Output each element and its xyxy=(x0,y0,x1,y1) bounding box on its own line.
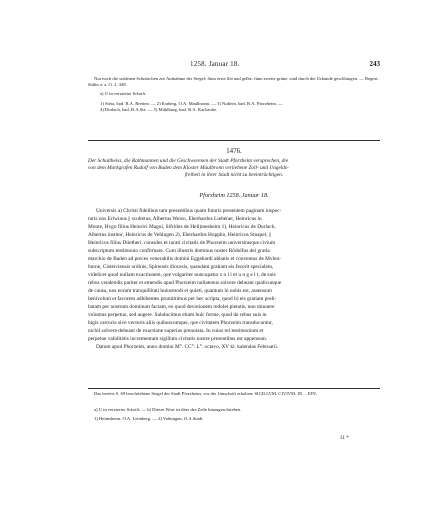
text-line: Datum apud Phorzeim, anno domini M°. CC°. L°. octavo, XV kl. kalendas Februarii. xyxy=(96,344,279,350)
seal-description: Das bereits S. 69 beschriebene Siegel der Stadt Pforzheim; vor der Umschrift erhalten: SIGILLVM. CIVIVM. IN . . EIN. xyxy=(94,391,317,396)
footnote-place-1: 1) Steia, bad. B.A. Bretten. — 2) Eraberg, O.A. Maulbronn. — 3) Nußern, bad. B.A. Pforzheim. — xyxy=(100,100,283,106)
text-line: de causa, nos eorum tranquillitati huiusmodi et quieti, quantum in nobis est, assensum xyxy=(88,288,272,294)
regest-line: Der Schultheiss, die Rathmannen und die Geschworenen der Stadt Pforzheim versprechen, die xyxy=(88,158,289,164)
text-line: perpetue validitatis incrementum sigillum civitatis nostre presentibus est appensum. xyxy=(88,336,268,342)
header-date: 1258. Januar 18. xyxy=(190,60,240,68)
place-date: Pforzheim 1258. Januar 18. xyxy=(199,192,269,199)
section-divider xyxy=(88,140,380,141)
text-line: turis nos Erlwinus || scultetus, Albertus Weiso, Eberhardus Liebener, Heinricus in xyxy=(88,216,262,222)
footnote-place-4: 4) Durlach, bad. B.A.Stz. — 5) Mühlburg, bad. B.A. Karlsruhe. xyxy=(100,106,218,112)
text-line: rebus vendendis pariter et emendis apud Phorzeim nullatenus solvere debeant qualicunque xyxy=(88,280,282,286)
footnotes xyxy=(88,407,380,422)
text-line: Universis a) Christi fidelibus tam presentibus quam futuris presentem paginam inspec- xyxy=(96,208,282,214)
text-line: benivolum et favorem adhibentes promittimus per hec scripta, quod b) eis gratiam preli- xyxy=(88,296,277,302)
text-line: volumus perpetuo, sed augere. Subducimus etiam huic forme, quod de rebus suis in xyxy=(88,312,267,318)
previous-document-notes xyxy=(88,76,380,113)
running-header xyxy=(88,59,380,69)
document-number: 1476. xyxy=(226,147,242,155)
text-line: batam per nostrum dominum factam, eo quod devotionem redolet pietatis, non minuere xyxy=(88,304,275,310)
text-line: Albertus institor, Heinricus de Vehingen 2), Eberhardus Hoppho, Heinricus Stnapel, || xyxy=(88,232,271,238)
text-line: Heinricus filius Diietheri, consules et iurati civitatis de Phorzeim universitasque civium xyxy=(88,240,276,246)
notes-divider xyxy=(88,388,380,389)
text-line: videlicet quod nullam exactionem, que vulgariter nuncupatur z o l l et u n g e l t, de suis xyxy=(88,272,276,278)
regest xyxy=(88,158,380,180)
text-line: Monte, Hvgo filius Heinrici Magni, Sifridus de Heiljmesheim 1), Heinricus de Durlach, xyxy=(88,224,276,230)
text-line: bigis carrucis sive vecturis aliis quibuscumque, que civitatem Phorzeim transducuntur, xyxy=(88,320,273,326)
text-line: burne, Cisterciensis ordinis, Spirensis diocesis, quandam gratiam eis fecerit specialem, xyxy=(88,264,274,270)
regest-line: von dem Markgrafen Rudolf von Baden dem Kloster Maulbronn verliehene Zoll- und Ungelds- xyxy=(88,165,289,172)
charter-text xyxy=(88,207,380,351)
footnote-a: a) U in verzierter Schrift. xyxy=(100,91,147,97)
text-line: marchio de Baden ad preces venerabilis domini Eggehardi abbatis et conventus de Mvlen- xyxy=(88,256,281,262)
regest-line: freiheit in ihrer Stadt nicht zu beeinträchtigen. xyxy=(184,172,284,179)
text-line: nichil solvere debeant de exactione superius prenotata. In cuius rei testimonium et xyxy=(88,328,264,334)
text-line: subscriptum testimonio confirmare. Cum illustris dominus noster Rôdolfus dei gratia xyxy=(88,248,270,254)
seal-description: Nur noch die seidenen Schnürchen zur Aufnahme der Siegel; fünn erste lila und gelbe, fünn zweite grüne, sind durch die Urkunde geschlungen. — Regest: Stälin a. a. O. 2, 348. xyxy=(88,76,379,88)
footnote-places: 1) Heimsheim, O.A. Leonberg. — 2) Vaihingen, O.A.Stadt. xyxy=(94,416,204,422)
page-number: 243 xyxy=(369,60,380,68)
seal-notes xyxy=(88,391,380,397)
footnote-a: a) U in verzierter Schrift. — b) Dieses Wort ist über der Zeile hinzugeschrieben. xyxy=(94,407,242,412)
signature-mark: 31 * xyxy=(340,436,349,441)
